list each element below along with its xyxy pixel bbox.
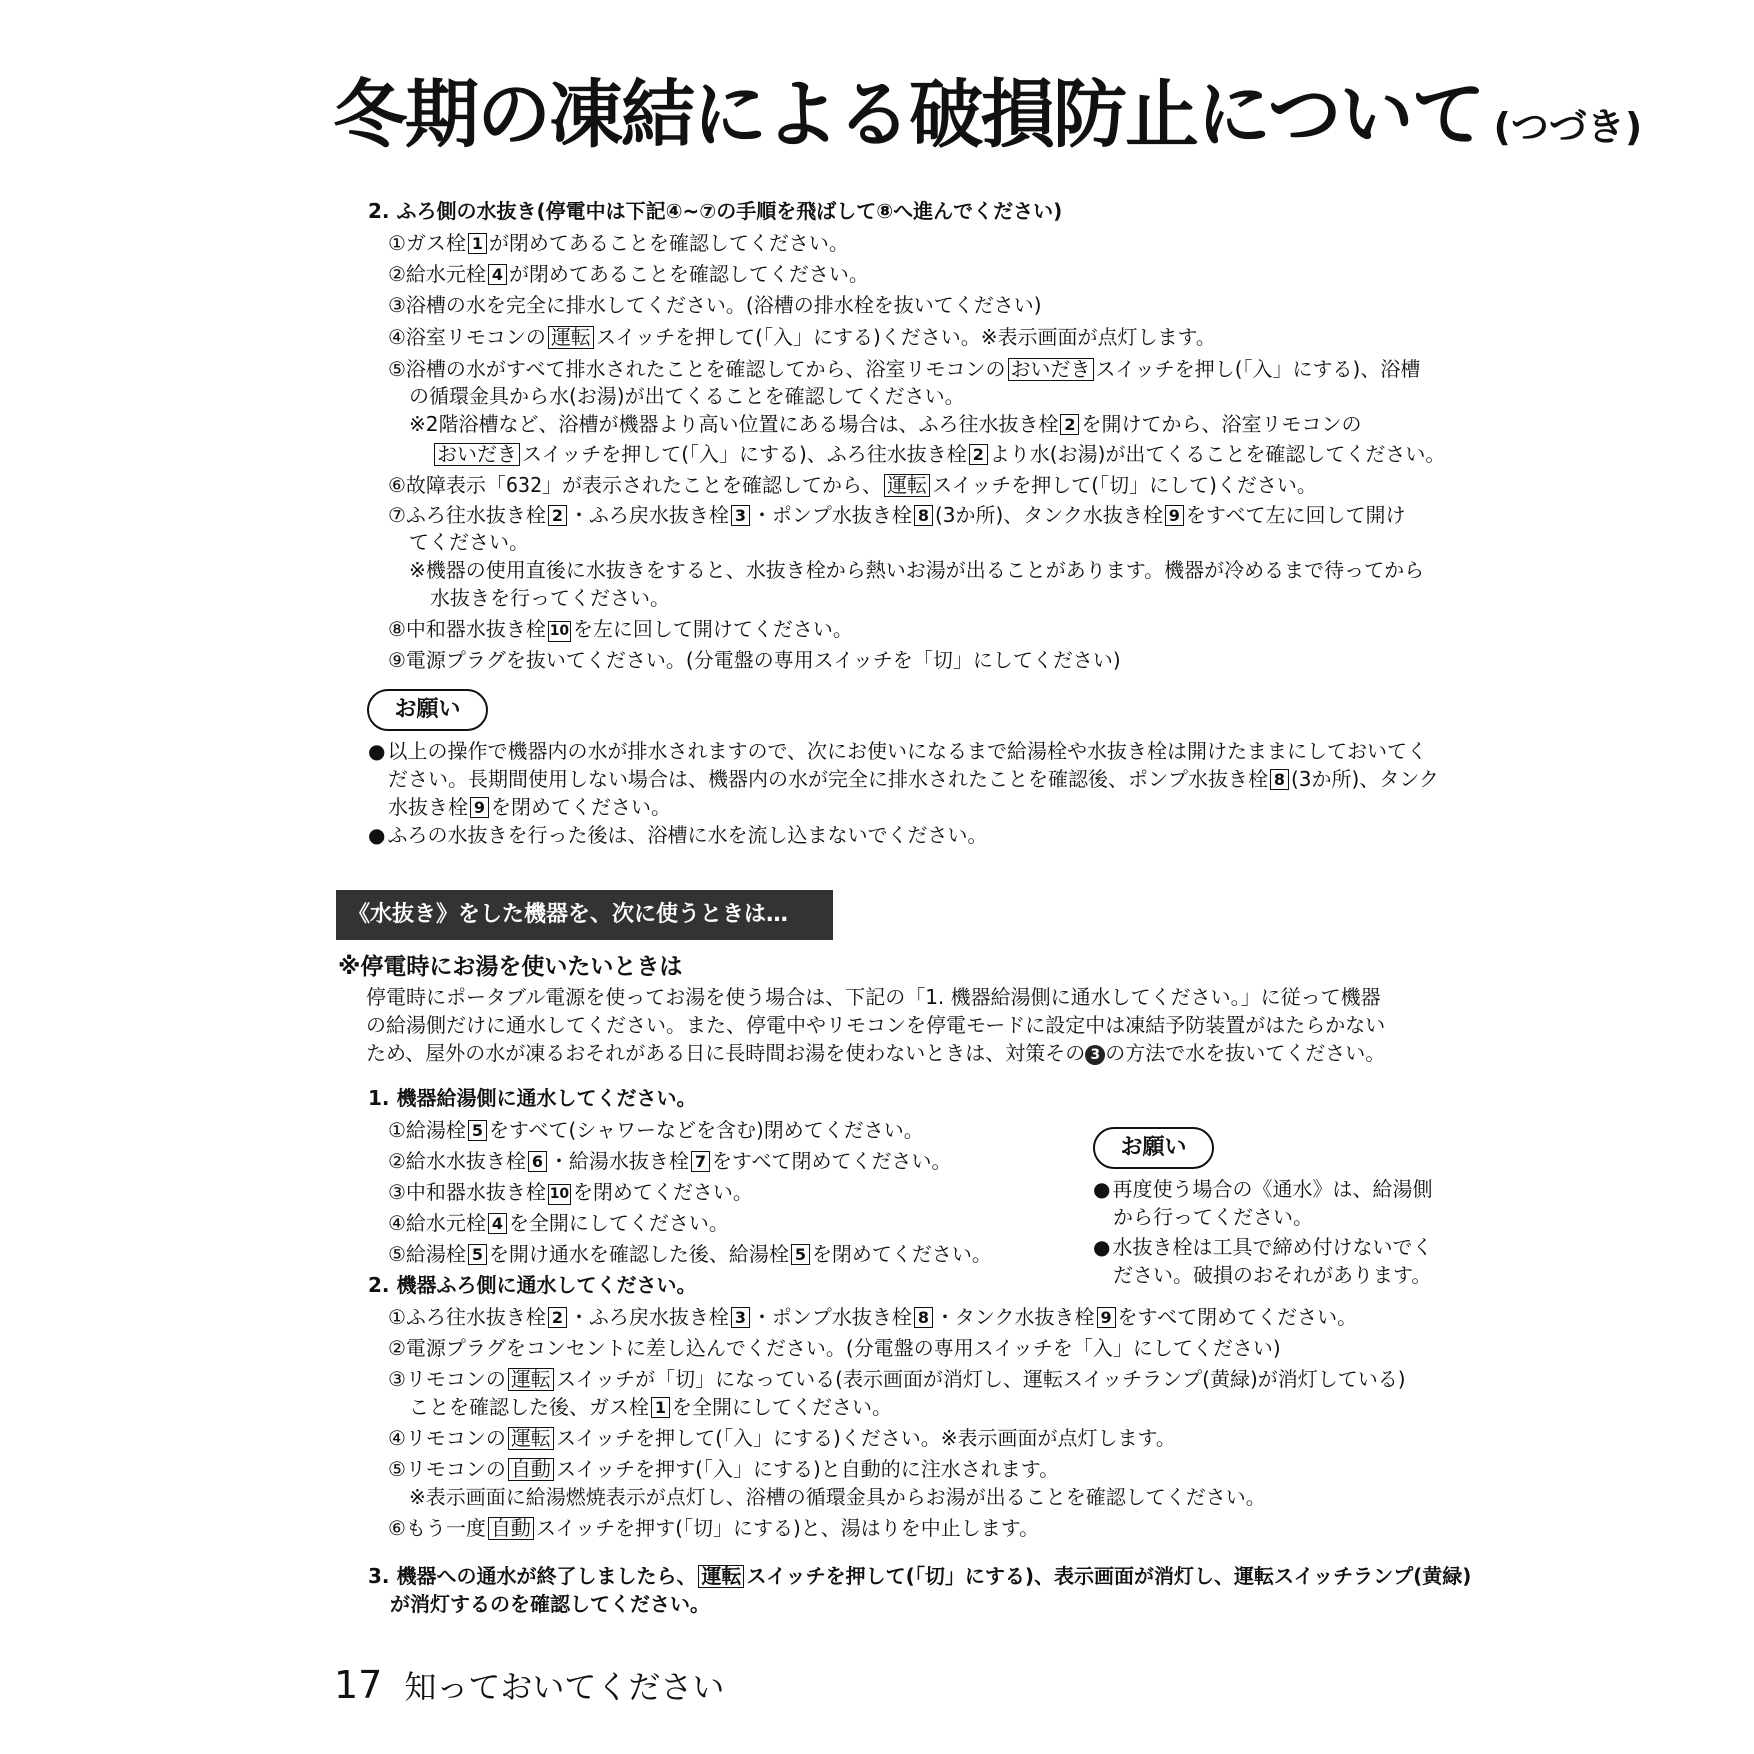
kyuto-step-4: ④給水元栓 4 を全開にしてください。 (388, 1211, 729, 1235)
notice-item-1: ● 以上の操作で機器内の水が排水されますので、次にお使いになるまで給湯栓や水抜き栓は開けたままにしておいてく (368, 739, 1428, 763)
step-8: ⑧中和器水抜き栓 10 を左に回して開けてください。 (388, 617, 853, 641)
valve-number: 3 (731, 1307, 750, 1328)
valve-number: 10 (548, 1184, 571, 1205)
final-step: 3. 機器への通水が終了しましたら、 運転 スイッチを押して(「切」にする)、表示画面が消灯し、運転スイッチランプ(黄緑) (368, 1564, 1472, 1588)
section-heading-furo-fill: 2. 機器ふろ側に通水してください。 (368, 1273, 697, 1297)
step-1: ①ガス栓 1 が閉めてあることを確認してください。 (388, 231, 849, 255)
step-7: ⑦ふろ往水抜き栓 2 ・ふろ戻水抜き栓 3 ・ポンプ水抜き栓 8 (3か所)、タンク水抜き栓 9 をすべて左に回して開け (388, 503, 1406, 527)
step-9: ⑨電源プラグを抜いてください。(分電盤の専用スイッチを「切」にしてください) (388, 648, 1121, 672)
switch-label: 運転 (884, 474, 930, 497)
step-4: ④浴室リモコンの 運転 スイッチを押して(「入」にする)ください。※表示画面が点灯します。 (388, 325, 1216, 349)
valve-number: 8 (914, 1307, 933, 1328)
valve-number: 9 (1097, 1307, 1116, 1328)
valve-number: 2 (548, 1307, 567, 1328)
valve-number: 6 (528, 1151, 547, 1172)
notice-badge: お願い (367, 689, 488, 731)
blackout-text-2: の給湯側だけに通水してください。また、停電中やリモコンを停電モードに設定中は凍結予防装置がはたらかない (366, 1013, 1386, 1037)
switch-label: おいだき (434, 443, 520, 466)
valve-number: 1 (468, 233, 487, 254)
step-circle-number: 3 (1085, 1045, 1105, 1065)
furo-fill-step-3: ③リモコンの 運転 スイッチが「切」になっている(表示画面が消灯し、運転スイッチランプ(黄緑)が消灯している) (388, 1367, 1406, 1391)
step-5: ⑤浴槽の水がすべて排水されたことを確認してから、浴室リモコンの おいだき スイッチを押し(「入」にする)、浴槽 (388, 357, 1421, 381)
step-3: ③浴槽の水を完全に排水してください。(浴槽の排水栓を抜いてください) (388, 293, 1042, 317)
step-7-note: ※機器の使用直後に水抜きをすると、水抜き栓から熱いお湯が出ることがあります。機器が冷めるまで待ってから (409, 558, 1425, 582)
final-step-cont: が消灯するのを確認してください。 (390, 1592, 710, 1616)
furo-fill-step-5: ⑤リモコンの 自動 スイッチを押す(「入」にする)と自動的に注水されます。 (388, 1457, 1060, 1481)
notice2-item-1: ● 再度使う場合の《通水》は、給湯側 (1093, 1177, 1433, 1201)
section-label: 知っておいてください (404, 1668, 725, 1706)
step-6: ⑥故障表示「632」が表示されたことを確認してから、 運転 スイッチを押して(「切」にして)ください。 (388, 473, 1317, 497)
notice2-item-1-cont: から行ってください。 (1113, 1205, 1313, 1229)
section-heading-furo-drain: 2. ふろ側の水抜き(停電中は下記④~⑦の手順を飛ばして⑧へ進んでください) (368, 199, 1063, 223)
blackout-text-3: ため、屋外の水が凍るおそれがある日に長時間お湯を使わないときは、対策その 3 の方法で水を抜いてください。 (366, 1041, 1386, 1065)
furo-fill-step-6: ⑥もう一度 自動 スイッチを押す(「切」にする)と、湯はりを中止します。 (388, 1516, 1040, 1540)
valve-number: 5 (468, 1244, 487, 1265)
valve-number: 7 (691, 1151, 710, 1172)
valve-number: 2 (1060, 414, 1079, 435)
valve-number: 2 (548, 505, 567, 526)
notice2-item-2: ● 水抜き栓は工具で締め付けないでく (1093, 1235, 1433, 1259)
step-5-note-cont: おいだき スイッチを押して(「入」にする)、ふろ往水抜き栓 2 より水(お湯)が出てくることを確認してください。 (432, 440, 1445, 468)
section-heading-kyuto: 1. 機器給湯側に通水してください。 (368, 1086, 697, 1110)
notice-badge: お願い (1093, 1127, 1214, 1169)
step-5-cont: の循環金具から水(お湯)が出てくることを確認してください。 (409, 384, 965, 408)
kyuto-step-1: ①給湯栓 5 をすべて(シャワーなどを含む)閉めてください。 (388, 1118, 924, 1142)
valve-number: 9 (470, 797, 489, 818)
valve-number: 3 (731, 505, 750, 526)
notice-item-2: ● ふろの水抜きを行った後は、浴槽に水を流し込まないでください。 (368, 823, 988, 847)
notice-item-1-cont2: 水抜き栓 9 を閉めてください。 (388, 795, 671, 819)
furo-fill-step-5-note: ※表示画面に給湯燃焼表示が点灯し、浴槽の循環金具からお湯が出ることを確認してください。 (409, 1485, 1266, 1509)
valve-number: 8 (1270, 769, 1289, 790)
notice2-item-2-cont: ださい。破損のおそれがあります。 (1113, 1263, 1432, 1287)
switch-label: 自動 (508, 1458, 554, 1481)
switch-label: おいだき (1008, 358, 1094, 381)
furo-fill-step-2: ②電源プラグをコンセントに差し込んでください。(分電盤の専用スイッチを「入」にしてください) (388, 1336, 1281, 1360)
valve-number: 1 (651, 1397, 670, 1418)
furo-fill-step-3-cont: ことを確認した後、ガス栓 1 を全開にしてください。 (409, 1395, 892, 1419)
valve-number: 4 (488, 264, 507, 285)
valve-number: 2 (969, 444, 988, 465)
step-7-note-cont: 水抜きを行ってください。 (430, 586, 670, 610)
valve-number: 4 (488, 1213, 507, 1234)
blackout-heading: ※停電時にお湯を使いたいときは (338, 954, 683, 980)
furo-fill-step-4: ④リモコンの 運転 スイッチを押して(「入」にする)ください。※表示画面が点灯します。 (388, 1426, 1176, 1450)
switch-label: 運転 (508, 1427, 554, 1450)
step-2: ②給水元栓 4 が閉めてあることを確認してください。 (388, 262, 869, 286)
valve-number: 10 (548, 621, 571, 642)
error-code: 632 (505, 473, 543, 497)
valve-number: 9 (1165, 505, 1184, 526)
step-7-cont: てください。 (409, 530, 529, 554)
step-5-note: ※2階浴槽など、浴槽が機器より高い位置にある場合は、ふろ往水抜き栓 2 を開けてから、浴室リモコンの (409, 412, 1362, 436)
page-footer (334, 1662, 724, 1708)
switch-label: 自動 (488, 1517, 534, 1540)
page-title: 冬期の凍結による破損防止について (つづき) (333, 72, 1643, 158)
kyuto-step-5: ⑤給湯栓 5 を開け通水を確認した後、給湯栓 5 を閉めてください。 (388, 1242, 992, 1266)
kyuto-step-2: ②給水水抜き栓 6 ・給湯水抜き栓 7 をすべて閉めてください。 (388, 1149, 952, 1173)
furo-fill-step-1: ①ふろ往水抜き栓 2 ・ふろ戻水抜き栓 3 ・ポンプ水抜き栓 8 ・タンク水抜き栓 9 をすべて閉めてください。 (388, 1305, 1358, 1329)
notice-item-1-cont: ださい。長期間使用しない場合は、機器内の水が完全に排水されたことを確認後、ポンプ水抜き栓 8 (3か所)、タンク (388, 767, 1439, 791)
valve-number: 5 (791, 1244, 810, 1265)
page-title-suffix: (つづき) (1493, 105, 1643, 149)
switch-label: 運転 (548, 326, 594, 349)
switch-label: 運転 (508, 1368, 554, 1391)
switch-label: 運転 (698, 1565, 744, 1588)
valve-number: 5 (468, 1120, 487, 1141)
section-banner: 《水抜き》をした機器を、次に使うときは… (336, 890, 833, 940)
page-number: 17 (334, 1663, 383, 1707)
valve-number: 8 (914, 505, 933, 526)
kyuto-step-3: ③中和器水抜き栓 10 を閉めてください。 (388, 1180, 753, 1204)
blackout-text-1: 停電時にポータブル電源を使ってお湯を使う場合は、下記の「1. 機器給湯側に通水してください。」に従って機器 (366, 985, 1381, 1009)
